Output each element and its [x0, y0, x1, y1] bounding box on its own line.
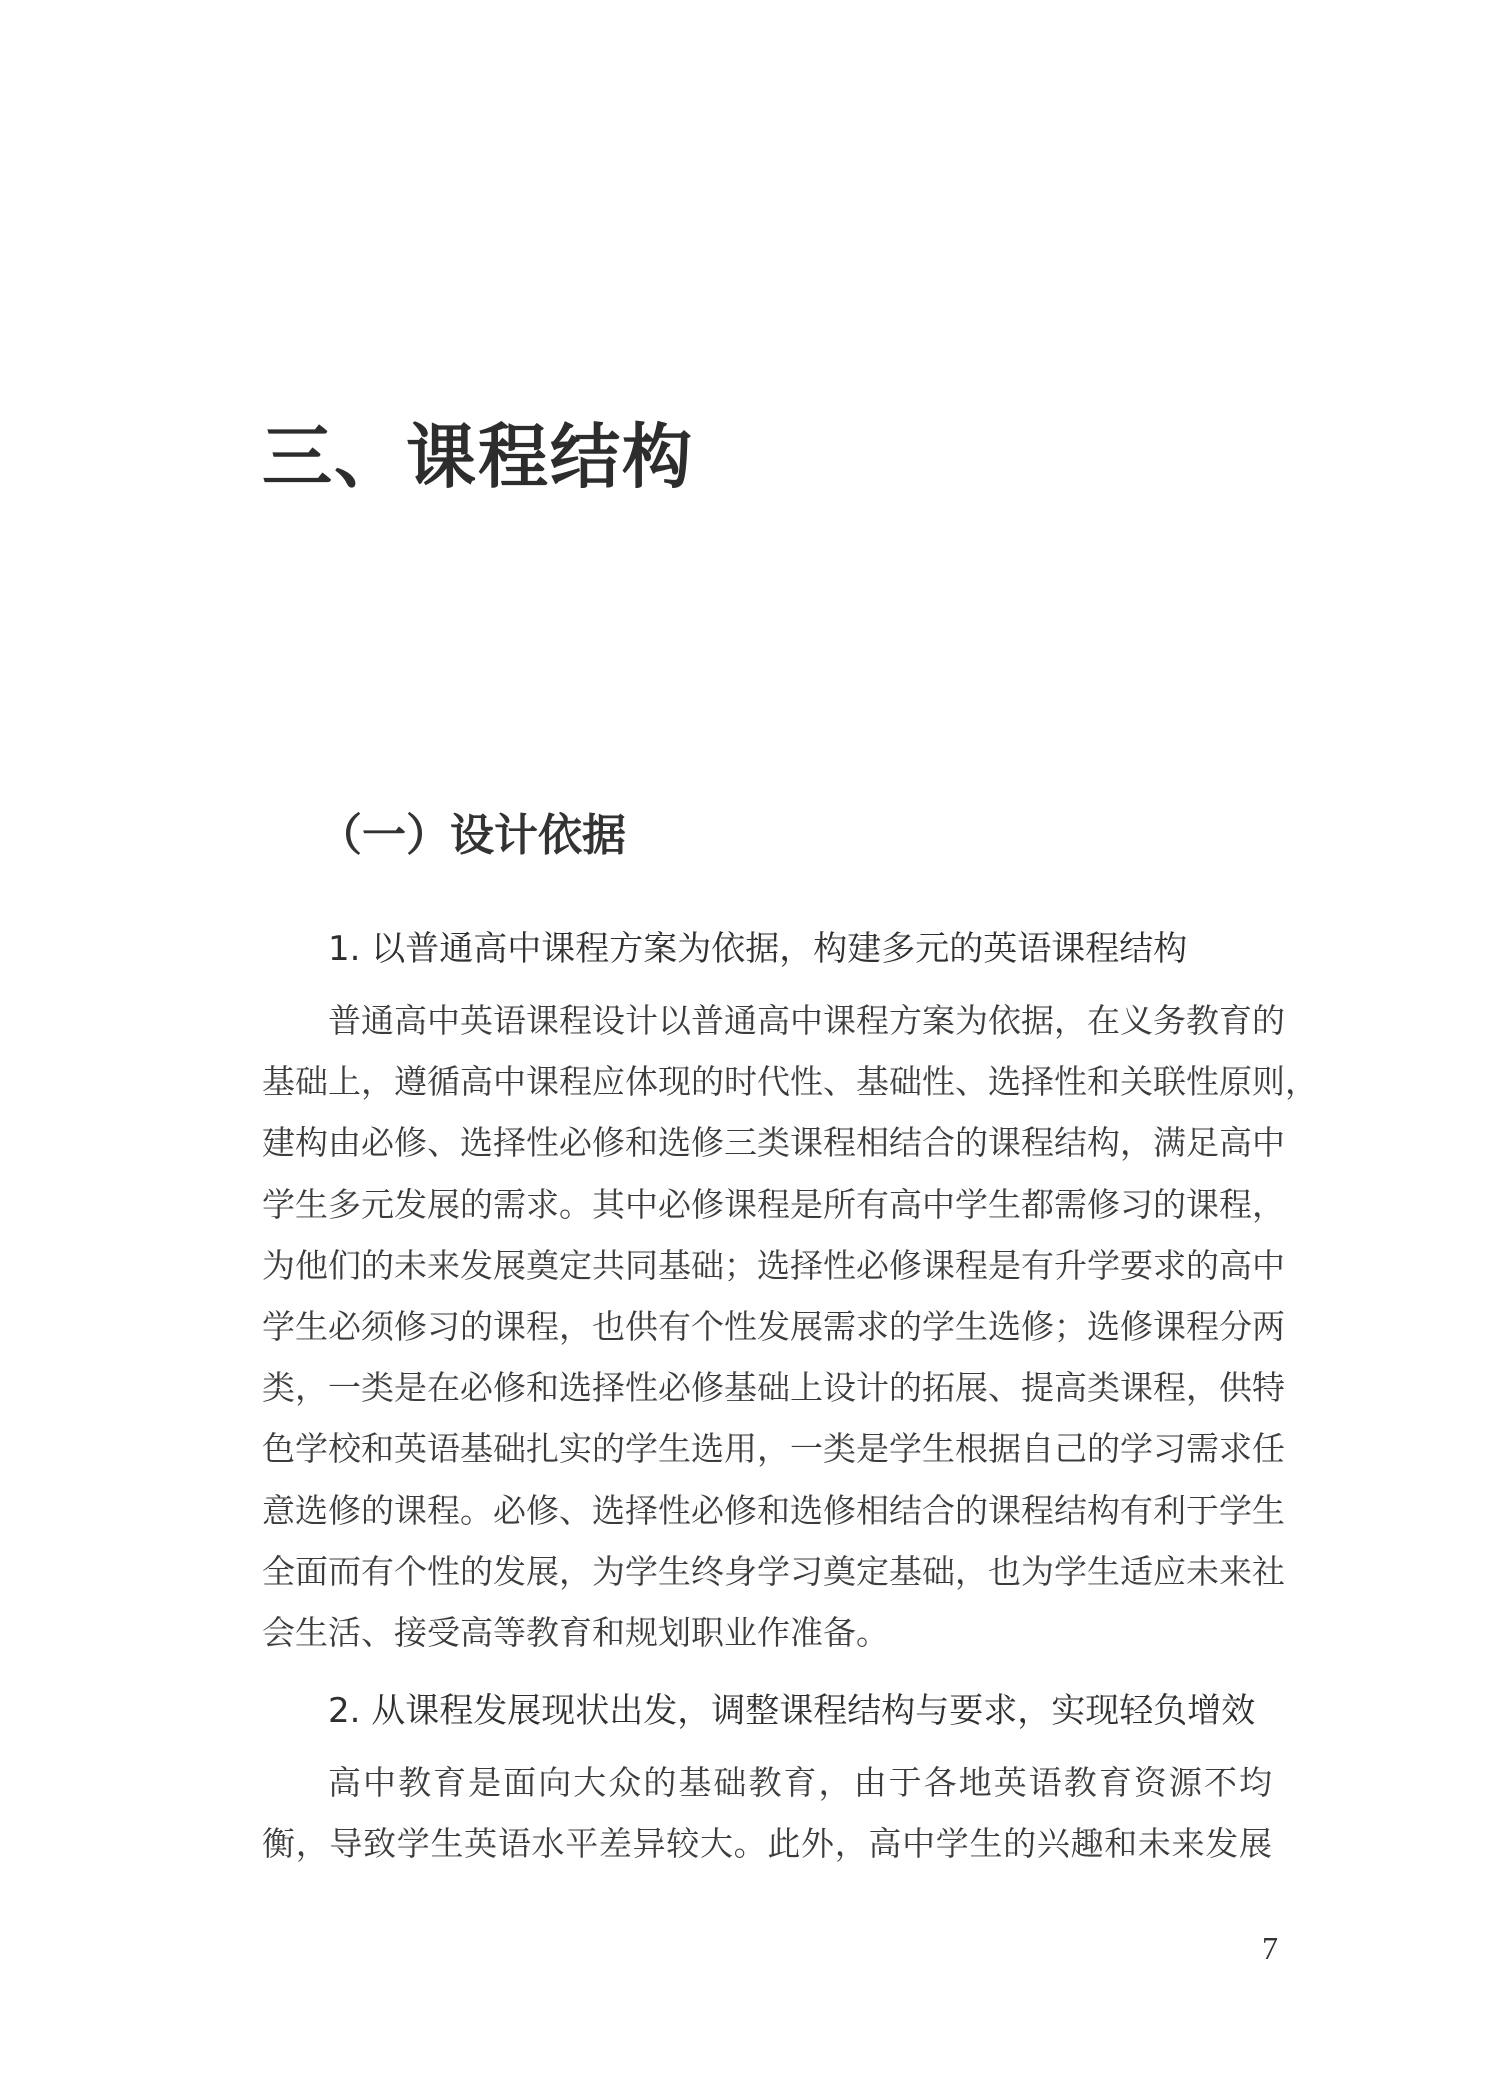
paragraph-line: 学生多元发展的需求。其中必修课程是所有高中学生都需修习的课程， — [262, 1184, 1285, 1224]
section-title: （一）设计依据 — [318, 810, 626, 861]
paragraph-line: 色学校和英语基础扎实的学生选用，一类是学生根据自己的学习需求任 — [262, 1429, 1285, 1469]
paragraph-line: 学生必须修习的课程，也供有个性发展需求的学生选修；选修课程分两 — [262, 1307, 1285, 1347]
paragraph-line: 类，一类是在必修和选择性必修基础上设计的拓展、提高类课程，供特 — [262, 1368, 1285, 1408]
paragraph-line: 为他们的未来发展奠定共同基础；选择性必修课程是有升学要求的高中 — [262, 1245, 1285, 1285]
paragraph-1 — [262, 990, 1318, 1663]
subsection-heading-2: 2. 从课程发展现状出发，调整课程结构与要求，实现轻负增效 — [328, 1691, 1256, 1731]
paragraph-line: 会生活、接受高等教育和规划职业作准备。 — [262, 1613, 889, 1653]
paragraph-line: 高中教育是面向大众的基础教育，由于各地英语教育资源不均 — [328, 1763, 1272, 1802]
paragraph-line: 衡，导致学生英语水平差异较大。此外，高中学生的兴趣和未来发展 — [262, 1824, 1272, 1864]
paragraph-2 — [262, 1752, 1272, 1874]
paragraph-line: 基础上，遵循高中课程应体现的时代性、基础性、选择性和关联性原则， — [262, 1062, 1318, 1102]
page-number: 7 — [1262, 1930, 1278, 1966]
paragraph-line: 普通高中英语课程设计以普通高中课程方案为依据，在义务教育的 — [328, 1001, 1285, 1040]
chapter-title: 三、课程结构 — [262, 416, 694, 498]
subsection-heading-1: 1. 以普通高中课程方案为依据，构建多元的英语课程结构 — [328, 929, 1188, 969]
paragraph-line: 全面而有个性的发展，为学生终身学习奠定基础，也为学生适应未来社 — [262, 1551, 1285, 1591]
paragraph-line: 建构由必修、选择性必修和选修三类课程相结合的课程结构，满足高中 — [262, 1123, 1285, 1163]
paragraph-line: 意选修的课程。必修、选择性必修和选修相结合的课程结构有利于学生 — [262, 1490, 1285, 1530]
